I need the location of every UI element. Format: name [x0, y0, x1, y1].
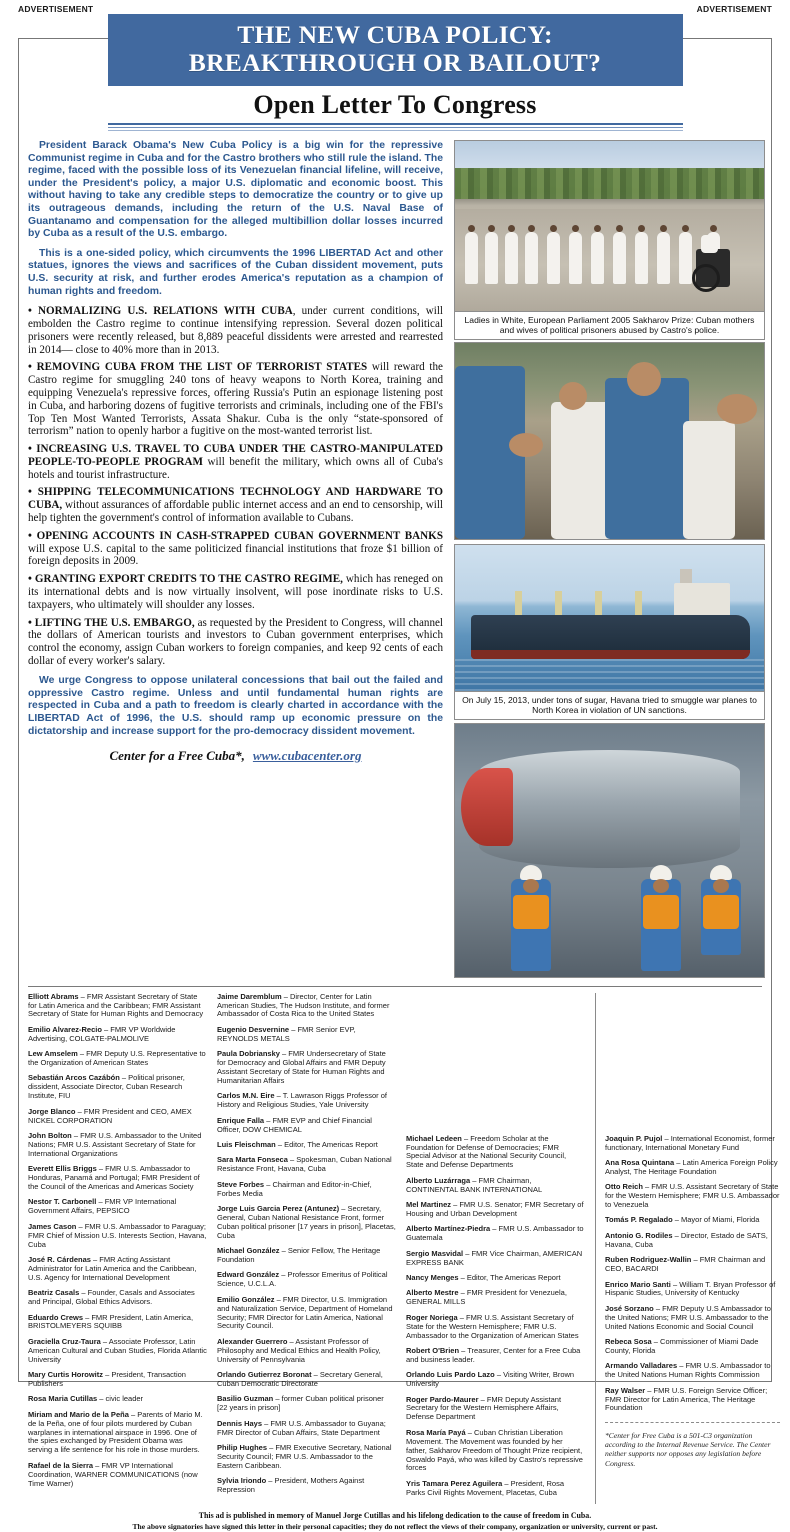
- signatory-title: – FMR U.S. Ambassador to the United Nations Human Rights Commission: [605, 1361, 771, 1380]
- organization-name: Center for a Free Cuba*,: [109, 747, 245, 763]
- signatory-title: – FMR Assistant Secretary of State for Latin America and the Caribbean; FMR Assistant Secretary of State for Human Rights and Democracy: [28, 991, 204, 1019]
- signatory-title: – Mayor of Miami, Florida: [672, 1215, 760, 1225]
- headline-line-1: THE NEW CUBA POLICY:: [237, 20, 553, 49]
- signatory-entry: [28, 1026, 207, 1044]
- signatory-name: Yris Tamara Perez Aguilera: [406, 1478, 503, 1488]
- signatory-name: Enrique Falla: [217, 1115, 265, 1125]
- signatory-title: – President, Rosa Parks Civil Rights Movement, Placetas, Cuba: [406, 1478, 564, 1497]
- signatory-title: – FMR Undersecretary of State for Democracy and Global Affairs and FMR Deputy Assistant Secretary of State for Human Rights and Humanitarian Affairs: [217, 1049, 386, 1085]
- signatory-entry: [28, 1165, 207, 1192]
- signatory-entry: [28, 1338, 207, 1365]
- bullet-item: • OPENING ACCOUNTS IN CASH-STRAPPED CUBAN GOVERNMENT BANKS will expose U.S. capital to the same politicized financial institutions that froze $1 billion of foreign deposits in 2009.: [28, 529, 443, 568]
- bullet-heading: LIFTING THE U.S. EMBARGO,: [34, 616, 195, 629]
- signatory-name: Rebeca Sosa: [605, 1337, 652, 1347]
- signatory-name: José Sorzano: [605, 1303, 654, 1313]
- bullet-text: will expose U.S. capital to the same politicized financial institutions that froze $1 billion of foreign deposits in 2009.: [28, 542, 443, 568]
- headline-line-2: BREAKTHROUGH OR BAILOUT?: [188, 48, 602, 77]
- signatory-entry: [28, 1050, 207, 1068]
- signatory-entry: [28, 1411, 207, 1456]
- signatory-entry: [217, 1371, 396, 1389]
- signatory-name: Basilio Guzman: [217, 1394, 274, 1404]
- signatory-entry: [406, 1480, 585, 1498]
- signatory-entry: [605, 1281, 780, 1299]
- signatory-name: Orlando Luis Pardo Lazo: [406, 1370, 495, 1380]
- signatory-entry: [605, 1387, 780, 1414]
- bullet-item: • INCREASING U.S. TRAVEL TO CUBA UNDER THE CASTRO-MANIPULATED PEOPLE-TO-PEOPLE PROGRAM will benefit the military, which owns all of Cuba's hotels and tourist infrastructure.: [28, 443, 443, 481]
- bullet-text: which has reneged on its international debts and is now virtually insolvent, will pose inordinate risks to U.S. taxpayers, who ultimately will shoulder any losses.: [28, 573, 443, 611]
- signatory-entry: [406, 1135, 585, 1171]
- signatory-title: – FMR Vice Chairman, AMERICAN EXPRESS BANK: [406, 1248, 583, 1267]
- signatory-name: Alberto Mestre: [406, 1288, 459, 1298]
- signatory-entry: [28, 993, 207, 1020]
- signatory-title: – FMR EVP and Chief Financial Officer, DOW CHEMICAL: [217, 1115, 372, 1134]
- signature-line: [28, 748, 443, 764]
- footnote-divider: [605, 1422, 780, 1423]
- signatory-title: – President, Mothers Against Repression: [217, 1476, 365, 1495]
- signatory-name: Mary Curtis Horowitz: [28, 1370, 104, 1380]
- signatory-title: – FMR U.S. Foreign Service Officer; FMR Director for Latin America, The Heritage Foundation: [605, 1385, 768, 1413]
- signatory-name: Emilio Alvarez-Recio: [28, 1024, 102, 1034]
- signatory-entry: [217, 1247, 396, 1265]
- signatory-title: – T. Lawrason Riggs Professor of History and Religious Studies, Yale University: [217, 1091, 387, 1110]
- signatory-name: Michael Ledeen: [406, 1133, 462, 1143]
- signatory-name: Otto Reich: [605, 1182, 643, 1192]
- signatory-entry: [406, 1201, 585, 1219]
- signatory-entry: [217, 1050, 396, 1086]
- signatory-entry: [605, 1183, 780, 1210]
- signatory-title: – FMR VP International Coordination, WARNER COMMUNICATIONS (now Time Warner): [28, 1460, 198, 1488]
- signatory-entry: [406, 1177, 585, 1195]
- signatory-name: Jorge Blanco: [28, 1106, 76, 1116]
- signatory-entry: [217, 1205, 396, 1241]
- signatory-entry: [217, 1395, 396, 1413]
- letter-text-column: [28, 140, 443, 978]
- photo-crowd-confrontation: [454, 342, 765, 540]
- signatory-name: Sebastián Arcos Cazábón: [28, 1073, 120, 1083]
- memorial-block: [28, 1511, 762, 1532]
- signatory-name: Miriam and Mario de la Peña: [28, 1409, 129, 1419]
- signatory-name: Ana Rosa Quintana: [605, 1157, 675, 1167]
- photo-caption-cargo-ship: On July 15, 2013, under tons of sugar, Havana tried to smuggle war planes to North Korea in violation of UN sanctions.: [454, 692, 765, 720]
- signatory-name: Emilio González: [217, 1294, 275, 1304]
- bullet-text: without assurances of affordable public internet access and an end to censorship, will help tighten the government's control of information available to Cubans.: [28, 499, 443, 525]
- footnote-text: *Center for Free Cuba is a 501-C3 organization according to the Internal Revenue Service. The Center neither supports nor opposes any legislation before Congress.: [605, 1430, 771, 1468]
- lead-paragraph-1: President Barack Obama's New Cuba Policy is a big win for the repressive Communist regime in Cuba and for the Castro brothers who still rule the island. The regime, faced with the possible loss of its Venezuelan financial lifeline, will receive, under the President's policy, a major U.S. diplomatic and economic boost. This without having to take any credible steps to democratize the country or to give up its outrageous demands, including the return of the U.S. Naval Base of Guantanamo and compensation for the alleged multibillion dollar losses incurred by Cuba as a result of the U.S. embargo.: [28, 140, 443, 240]
- signatory-name: Roger Noriega: [406, 1312, 458, 1322]
- bullet-item: • NORMALIZING U.S. RELATIONS WITH CUBA, under current conditions, will embolden the Castro regime to continue intensifying repression. Several dozen political prisoners were recently released, but 8,889 peaceful dissidents were arrested and rearrested in 2014— close to 40% more than in 2013.: [28, 305, 443, 356]
- signatory-title: – FMR U.S. Ambassador to Honduras, Panamá and Portugal; FMR President of the Council of the Americas and Americas Society: [28, 1164, 200, 1192]
- signatory-title: – Treasurer, Center for a Free Cuba and business leader.: [406, 1345, 581, 1364]
- signatory-entry: [217, 1296, 396, 1332]
- signatory-entry: [28, 1074, 207, 1101]
- signatory-entry: [217, 1181, 396, 1199]
- signatory-name: Jorge Luis Garcia Perez (Antunez): [217, 1203, 340, 1213]
- signatory-name: Ray Walser: [605, 1385, 646, 1395]
- signatory-title: – Senior Fellow, The Heritage Foundation: [217, 1246, 381, 1264]
- bullet-heading: GRANTING EXPORT CREDITS TO THE CASTRO REGIME,: [34, 573, 343, 586]
- signatory-name: Nestor T. Carbonell: [28, 1197, 97, 1207]
- signatory-title: – FMR U.S. Ambassador to Paraguay; FMR Chief of Mission U.S. Interests Section, Havana, Cuba: [28, 1221, 207, 1249]
- signatory-title: – Latin America Foreign Policy Analyst, The Heritage Foundation: [605, 1157, 778, 1176]
- signatory-title: – Assistant Professor of Philosophy and Medical Ethics and Health Policy, University of Pennsylvania: [217, 1336, 381, 1364]
- signatory-name: Edward González: [217, 1270, 280, 1280]
- signatory-entry: [217, 993, 396, 1020]
- main-body: [28, 140, 762, 978]
- signatory-name: Michael González: [217, 1246, 280, 1256]
- signatory-title: – FMR Chairman and CEO, BACARDI: [605, 1255, 766, 1274]
- signatory-name: Eugenio Desvernine: [217, 1024, 290, 1034]
- signatory-entry: [605, 1338, 780, 1356]
- signatory-entry: [28, 1256, 207, 1283]
- signatory-title: – Editor, The Americas Report: [458, 1273, 561, 1282]
- signatory-name: Sergio Masvidal: [406, 1248, 464, 1258]
- bullet-item: • REMOVING CUBA FROM THE LIST OF TERRORIST STATES will reward the Castro regime for smuggling 240 tons of heavy weapons to North Korea, training and equipping Venezuela's repressive forces, offering Russia's Putin an espionage listening post in Cuba, and harboring dozens of fugitive terrorists and criminals, including one of the FBI's Top Ten Most Wanted Terrorists, Assata Shakur. Cuba is the only “state-sponsored of terrorism” nation to openly harbor a fugitive on the most-wanted terrorist list.: [28, 361, 443, 438]
- bullet-item: • SHIPPING TELECOMMUNICATIONS TECHNOLOGY AND HARDWARE TO CUBA, without assurances of affordable public internet access and an end to censorship, will help tighten the government's control of information available to Cubans.: [28, 486, 443, 525]
- masthead-rules: [108, 123, 683, 131]
- signatories-grid: [28, 991, 780, 1505]
- signatory-title: – Cuban Christian Liberation Movement. The Movement was founded by her father, Sakharov Freedom of Thought Prize recipient, Oswaldo Payá, who was killed by Castro's repressive forces: [406, 1427, 583, 1473]
- bullet-heading: INCREASING U.S. TRAVEL TO CUBA UNDER THE CASTRO-MANIPULATED PEOPLE-TO-PEOPLE PROGRAM: [28, 443, 443, 468]
- bullet-heading: NORMALIZING U.S. RELATIONS WITH CUBA: [38, 305, 293, 318]
- signatory-name: Eduardo Crews: [28, 1312, 84, 1322]
- signatory-column-2: [217, 993, 396, 1505]
- signatory-name: Carlos M.N. Eire: [217, 1091, 275, 1101]
- signatory-name: Alberto Luzárraga: [406, 1175, 471, 1185]
- bullet-heading: SHIPPING TELECOMMUNICATIONS TECHNOLOGY AND HARDWARE TO CUBA,: [28, 486, 443, 512]
- cubacenter-link[interactable]: www.cubacenter.org: [252, 747, 362, 763]
- signatory-name: Rosa Maria Cutillas: [28, 1394, 98, 1404]
- signatory-title: – Visiting Writer, Brown University: [406, 1370, 575, 1389]
- signatory-entry: [406, 1274, 585, 1283]
- signatory-name: Ruben Rodriguez-Wallin: [605, 1255, 692, 1265]
- signatory-entry: [605, 1159, 780, 1177]
- signatory-name: Alexander Guerrero: [217, 1336, 288, 1346]
- signatory-entry: [28, 1462, 207, 1489]
- signatory-entry: [28, 1223, 207, 1250]
- signatory-column-3: [406, 993, 585, 1505]
- bullet-text: will benefit the military, which owns all of Cuba's hotels and tourist infrastructure.: [28, 455, 443, 481]
- bullet-text: , under current conditions, will embolden the Castro regime to continue intensifying repression. Several dozen political prisoners were recently released, but 8,889 peaceful dissidents were arrested and rearrested in 2014— close to 40% more than in 2013.: [28, 305, 443, 356]
- signatory-title: – Associate Professor, Latin American Cultural and Cuban Studies, Florida Atlantic University: [28, 1336, 207, 1364]
- signatory-name: Robert O'Brien: [406, 1345, 460, 1355]
- advertisement-label-left: ADVERTISEMENT: [18, 4, 94, 14]
- signatory-entry: [605, 1362, 780, 1380]
- signatory-title: – Chairman and Editor-in-Chief, Forbes Media: [217, 1179, 372, 1198]
- signatory-name: Tomás P. Regalado: [605, 1215, 673, 1225]
- signatory-title: – FMR Senior EVP, REYNOLDS METALS: [217, 1024, 356, 1043]
- signatory-title: – FMR VP International Government Affairs, PEPSICO: [28, 1197, 177, 1216]
- signatory-title: – FMR U.S. Assistant Secretary of State for the Western Hemisphere; FMR U.S. Ambassador to Venezuela: [605, 1182, 780, 1210]
- signatory-name: Mel Martinez: [406, 1200, 452, 1210]
- signatory-title: – Editor, The Americas Report: [275, 1139, 378, 1149]
- signatory-name: Philip Hughes: [217, 1442, 268, 1452]
- bullet-text: will reward the Castro regime for smuggling 240 tons of heavy weapons to North Korea, training and equipping Venezuela's repressive forces, offering Russia's Putin an espionage listening post in Cuba, and harboring dozens of fugitive terrorists and criminals, including one of the FBI's Top Ten Most Wanted Terrorists, Assata Shakur. Cuba is the only “state-sponsored of terrorism” nation to openly harbor a fugitive on the most-wanted terrorist list.: [28, 361, 443, 438]
- signatory-title: – FMR Deputy Assistant Secretary for the Western Hemisphere Affairs, Defense Department: [406, 1394, 562, 1422]
- signatory-entry: [406, 1429, 585, 1474]
- signatory-title: – FMR Acting Assistant Administrator for Latin America and the Caribbean, U.S. Agency for International Development: [28, 1254, 197, 1282]
- signatory-name: Sylvia Iriondo: [217, 1476, 267, 1486]
- signatory-entry: [605, 1216, 780, 1225]
- signatory-entry: [28, 1314, 207, 1332]
- signatory-title: – Freedom Scholar at the Foundation for Defense of Democracies; FMR Special Advisor at the National Security Council, State and Defense Departments: [406, 1133, 567, 1170]
- memorial-line-2: The above signatories have signed this letter in their personal capacities; they do not reflect the views of their company, organization or university, current or past.: [132, 1521, 658, 1531]
- signatory-entry: [217, 1141, 396, 1150]
- photo-caption-ladies-in-white: Ladies in White, European Parliament 2005 Sakharov Prize: Cuban mothers and wives of political prisoners abused by Castro's police.: [454, 312, 765, 340]
- signatory-entry: [217, 1338, 396, 1365]
- ad-content: [14, 20, 780, 1532]
- signatory-entry: [406, 1396, 585, 1423]
- signatory-name: Elliott Abrams: [28, 991, 79, 1001]
- signatory-title: – Secretary, General, Cuban National Resistance Front, former Cuban political prisoner [17 years in prison], Placetas, Cuba: [217, 1203, 396, 1240]
- signatory-name: Rosa María Payá: [406, 1427, 466, 1437]
- signatory-entry: [406, 1371, 585, 1389]
- signatory-name: Joaquin P. Pujol: [605, 1133, 663, 1143]
- signatory-title: – Secretary General, Cuban Democratic Directorate: [217, 1370, 383, 1388]
- signatory-name: Nancy Menges: [406, 1273, 459, 1282]
- signatory-name: Alberto Martínez-Piedra: [406, 1224, 491, 1234]
- signatory-title: – FMR U.S. Assistant Secretary of State for the Western Hemisphere; FMR U.S. Ambassador to the Organization of American States: [406, 1312, 579, 1340]
- signatory-entry: [28, 1371, 207, 1389]
- signatory-name: Enrico Mario Santi: [605, 1279, 671, 1289]
- signatory-title: – FMR Director, U.S. Immigration and Naturalization Service, Department of Homeland Security; FMR Director for Latin America, National Security Council.: [217, 1294, 393, 1331]
- signatory-entry: [28, 1395, 207, 1404]
- signatory-entry: [28, 1132, 207, 1159]
- bullet-text: as requested by the President to Congress, will channel the dollars of American tourists and investors to Cuban government enterprises, which control the economy, assign Cuban workers to foreign companies, and keep 92 cents of each dollar of every worker's salary.: [28, 616, 443, 668]
- closing-paragraph: We urge Congress to oppose unilateral concessions that bail out the failed and oppressive Castro regime. Unless and until fundamental human rights are respected in Cuba and a path to freedom is clearly charted in accordance with the LIBERTAD Act of 1996, the U.S. should ramp up economic pressure on the dictatorship and increase support for the pro-democracy dissident movement.: [28, 674, 443, 738]
- photo-cargo-ship: [454, 544, 765, 692]
- bullet-item: • LIFTING THE U.S. EMBARGO, as requested by the President to Congress, will channel the dollars of American tourists and investors to Cuban government enterprises, which control the economy, assign Cuban workers to foreign companies, and keep 92 cents of each dollar of every worker's salary.: [28, 616, 443, 668]
- bullet-item: • GRANTING EXPORT CREDITS TO THE CASTRO REGIME, which has reneged on its international debts and is now virtually insolvent, will pose inordinate risks to U.S. taxpayers, who ultimately will shoulder any losses.: [28, 573, 443, 611]
- signatory-name: Roger Pardo-Maurer: [406, 1394, 479, 1404]
- signatory-title: – FMR President, Latin America, BRISTOLMEYERS SQUIBB: [28, 1312, 194, 1331]
- signatory-entry: [217, 1420, 396, 1438]
- signatory-title: – Director, Center for Latin American Studies, The Hudson Institute, and former Ambassador of Costa Rica to the United States: [217, 991, 390, 1019]
- signatory-name: James Cason: [28, 1221, 77, 1231]
- signatory-name: Graciella Cruz-Taura: [28, 1336, 101, 1346]
- signatory-name: Dennis Hays: [217, 1418, 263, 1428]
- memorial-line-1: This ad is published in memory of Manuel Jorge Cutillas and his lifelong dedication to the cause of freedom in Cuba.: [198, 1511, 592, 1521]
- signatory-entry: [605, 1135, 780, 1153]
- signatory-entry: [406, 1347, 585, 1365]
- photo-ladies-in-white: [454, 140, 765, 312]
- signatory-entry: [406, 1289, 585, 1307]
- signatory-entry: [217, 1477, 396, 1495]
- signatory-name: Sara Marta Fonseca: [217, 1155, 288, 1165]
- signatory-title: – FMR U.S. Ambassador to the United Nations; FMR U.S. Assistant Secretary of State for International Organizations: [28, 1131, 202, 1158]
- signatory-title: – FMR President and CEO, AMEX NICKEL CORPORATION: [28, 1106, 192, 1125]
- signatory-name: Beatriz Casals: [28, 1288, 80, 1298]
- signatory-entry: [406, 1225, 585, 1243]
- signatory-title: – Founder, Casals and Associates and Principal, Global Ethics Advisors.: [28, 1288, 195, 1307]
- subheadline: Open Letter To Congress: [253, 90, 537, 119]
- signatory-title: – President, Transaction Publishers: [28, 1370, 186, 1388]
- advertisement-label-right: ADVERTISEMENT: [696, 4, 772, 14]
- signatory-title: – Parents of Mario M. de la Peña, one of four pilots murdered by Cuban warplanes in international airspace in 1996. One of the spies exchanged by President Obama was serving a life sentence for his role in those murders.: [28, 1409, 203, 1455]
- headline-banner: [108, 14, 683, 86]
- bullet-heading: OPENING ACCOUNTS IN CASH-STRAPPED CUBAN GOVERNMENT BANKS: [36, 529, 443, 542]
- signatory-name: Luis Fleischman: [217, 1139, 276, 1149]
- signatory-name: Steve Forbes: [217, 1179, 265, 1189]
- signatory-name: Paula Dobriansky: [217, 1049, 280, 1059]
- signatory-entry: [406, 1250, 585, 1268]
- signatory-entry: [217, 1026, 396, 1044]
- signatory-title: – William T. Bryan Professor of Hispanic Studies, University of Kentucky: [605, 1279, 776, 1298]
- signatory-name: Rafael de la Sierra: [28, 1460, 94, 1470]
- signatory-name: Lew Amselem: [28, 1049, 78, 1059]
- photo-column: [454, 140, 765, 978]
- signatory-name: Armando Valladares: [605, 1361, 678, 1371]
- signatory-entry: [605, 1305, 780, 1332]
- signatory-column-1: [28, 993, 207, 1505]
- signatory-name: John Bolton: [28, 1131, 72, 1140]
- bullet-heading: REMOVING CUBA FROM THE LIST OF TERRORIST STATES: [36, 361, 368, 374]
- signatory-title: – former Cuban political prisoner [22 years in prison]: [217, 1394, 384, 1413]
- signatory-name: Everett Ellis Briggs: [28, 1164, 97, 1174]
- signatory-name: Antonio G. Rodiles: [605, 1230, 673, 1240]
- signatory-name: José R. Cárdenas: [28, 1254, 91, 1264]
- photo-missile-container: [454, 723, 765, 978]
- signatory-title: – Director, Estado de SATS, Havana, Cuba: [605, 1230, 768, 1249]
- signatory-entry: [217, 1156, 396, 1174]
- signatory-name: Orlando Gutierrez Boronat: [217, 1370, 312, 1380]
- signatory-entry: [605, 1256, 780, 1274]
- signatory-title: – FMR VP Worldwide Advertising, COLGATE-PALMOLIVE: [28, 1024, 176, 1043]
- signatory-title: – FMR Deputy U.S. Representative to the Organization of American States: [28, 1049, 206, 1068]
- signatory-title: – FMR President for Venezuela, GENERAL MILLS: [406, 1288, 567, 1307]
- signatory-entry: [28, 1198, 207, 1216]
- signatory-title: – Professor Emeritus of Political Science, U.C.L.A.: [217, 1270, 388, 1289]
- signatory-name: Jaime Daremblum: [217, 991, 282, 1001]
- signatory-title: – civic leader: [97, 1394, 144, 1404]
- signatory-entry: [217, 1117, 396, 1135]
- signatory-title: – FMR Chairman, CONTINENTAL BANK INTERNATIONAL: [406, 1175, 543, 1194]
- signatory-entry: [217, 1271, 396, 1289]
- signatory-entry: [217, 1092, 396, 1110]
- signatory-entry: [28, 1108, 207, 1126]
- signatory-title: – FMR Deputy U.S Ambassador to the United Nations; FMR U.S. Ambassador to the United Nations Economic and Social Council: [605, 1303, 771, 1331]
- signatory-column-4: [595, 993, 780, 1505]
- signatory-title: – FMR U.S. Senator; FMR Secretary of Housing and Urban Development: [406, 1200, 584, 1218]
- signatory-title: – FMR U.S. Ambassador to Guyana; FMR Director of Cuban Affairs, State Department: [217, 1418, 386, 1437]
- signatory-entry: [406, 1314, 585, 1341]
- signatory-title: – FMR Executive Secretary, National Security Council; FMR U.S. Ambassador to the Eastern Caribbean.: [217, 1442, 392, 1470]
- signatories-divider: [28, 986, 762, 987]
- signatory-title: – International Economist, former functionary, International Monetary Fund: [605, 1133, 775, 1152]
- signatory-entry: [28, 1289, 207, 1307]
- signatory-title: – Commissioner of Miami Dade County, Florida: [605, 1337, 759, 1355]
- signatory-entry: [605, 1232, 780, 1250]
- lead-paragraph-2: This is a one-sided policy, which circumvents the 1996 LIBERTAD Act and other statues, ignores the views and sacrifices of the Cuban dissident movement, puts U.S. security at risk, and further erodes America's reputation as a champion of human rights and freedom.: [28, 247, 443, 297]
- signatory-title: – Spokesman, Cuban National Resistance Front, Havana, Cuba: [217, 1155, 392, 1174]
- signatory-title: – FMR U.S. Ambassador to Guatemala: [406, 1224, 584, 1243]
- signatory-title: – Political prisoner, dissident, Associate Director, Cuban Research Institute, FIU: [28, 1073, 185, 1101]
- signatory-entry: [217, 1444, 396, 1471]
